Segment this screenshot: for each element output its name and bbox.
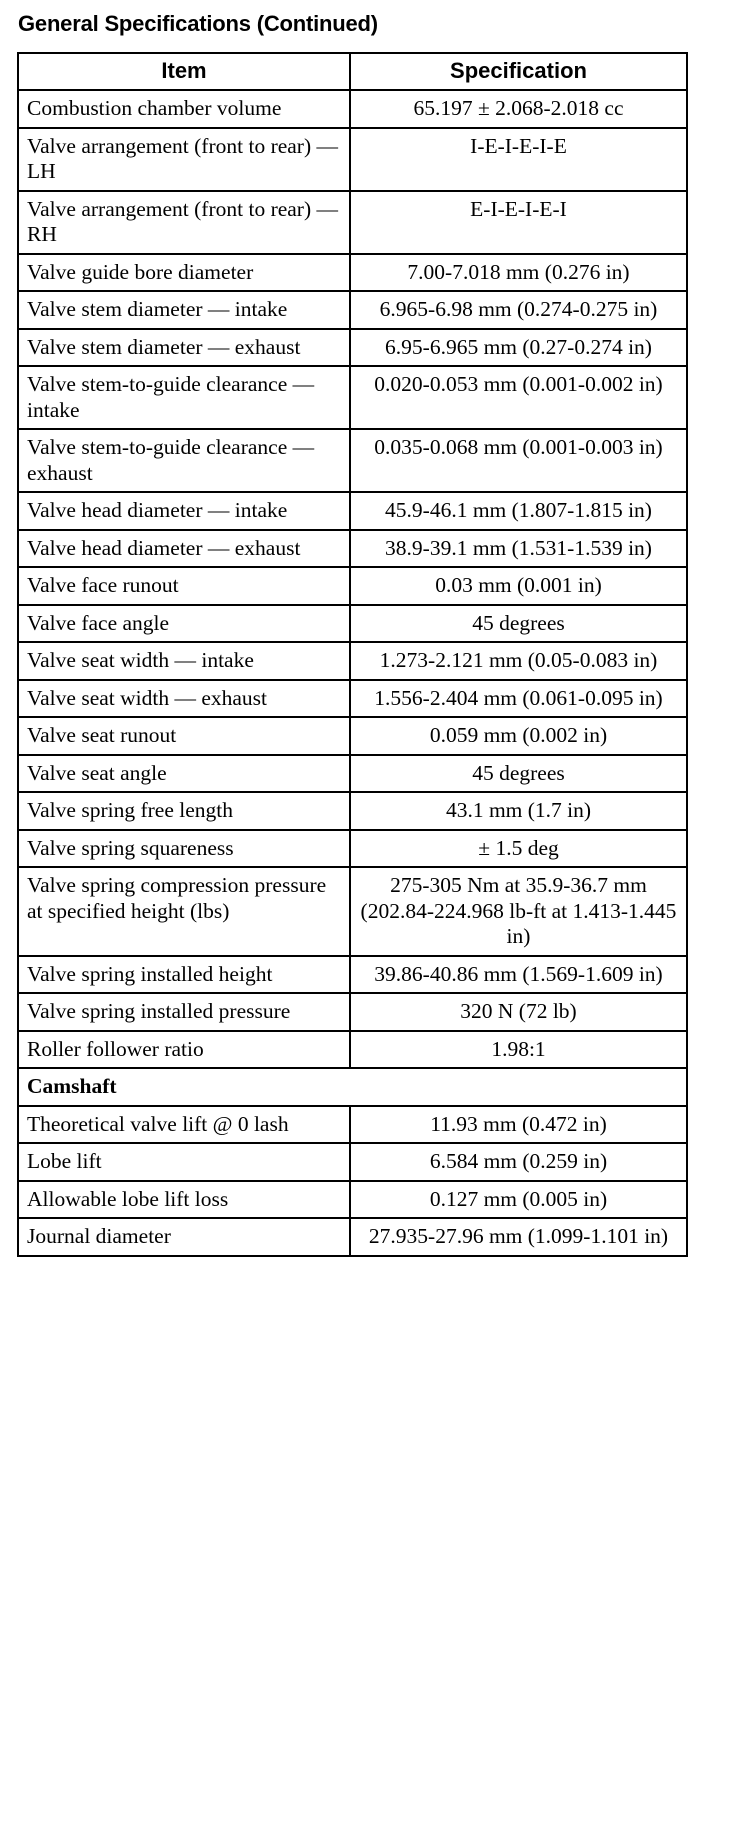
section-heading: Camshaft [18,1068,687,1106]
item-cell: Theoretical valve lift @ 0 lash [18,1106,350,1144]
item-cell: Valve face runout [18,567,350,605]
table-row [18,867,687,956]
specification-cell: 0.035-0.068 mm (0.001-0.003 in) [350,429,687,492]
specification-cell: 275-305 Nm at 35.9-36.7 mm (202.84-224.968 lb-ft at 1.413-1.445 in) [350,867,687,956]
table-row [18,128,687,191]
specification-cell: 65.197 ± 2.068-2.018 cc [350,90,687,128]
column-header-specification: Specification [350,53,687,90]
item-cell: Lobe lift [18,1143,350,1181]
table-row [18,254,687,292]
specification-cell: 6.95-6.965 mm (0.27-0.274 in) [350,329,687,367]
specification-cell: E-I-E-I-E-I [350,191,687,254]
item-cell: Valve stem-to-guide clearance — intake [18,366,350,429]
specification-cell: 1.98:1 [350,1031,687,1069]
specification-cell: 45 degrees [350,605,687,643]
table-row [18,792,687,830]
specification-cell: 6.584 mm (0.259 in) [350,1143,687,1181]
item-cell: Valve seat width — intake [18,642,350,680]
item-cell: Valve spring installed height [18,956,350,994]
specifications-table [17,52,688,1257]
specification-cell: 45.9-46.1 mm (1.807-1.815 in) [350,492,687,530]
column-header-item: Item [18,53,350,90]
table-row [18,642,687,680]
table-body [18,90,687,1256]
table-row [18,717,687,755]
specification-cell: 27.935-27.96 mm (1.099-1.101 in) [350,1218,687,1256]
specification-cell: 38.9-39.1 mm (1.531-1.539 in) [350,530,687,568]
table-row [18,492,687,530]
item-cell: Valve face angle [18,605,350,643]
table-row [18,1143,687,1181]
item-cell: Valve head diameter — exhaust [18,530,350,568]
specification-cell: 45 degrees [350,755,687,793]
table-row [18,90,687,128]
table-header-row [18,53,687,90]
table-section-row [18,1068,687,1106]
table-row [18,567,687,605]
specification-cell: 43.1 mm (1.7 in) [350,792,687,830]
table-row [18,956,687,994]
table-row [18,191,687,254]
table-row [18,291,687,329]
specification-cell: 0.020-0.053 mm (0.001-0.002 in) [350,366,687,429]
item-cell: Valve spring squareness [18,830,350,868]
item-cell: Journal diameter [18,1218,350,1256]
item-cell: Valve guide bore diameter [18,254,350,292]
table-row [18,366,687,429]
specification-cell: 0.127 mm (0.005 in) [350,1181,687,1219]
item-cell: Valve arrangement (front to rear) — RH [18,191,350,254]
item-cell: Valve arrangement (front to rear) — LH [18,128,350,191]
item-cell: Valve seat angle [18,755,350,793]
item-cell: Combustion chamber volume [18,90,350,128]
specification-cell: 6.965-6.98 mm (0.274-0.275 in) [350,291,687,329]
specification-cell: I-E-I-E-I-E [350,128,687,191]
table-row [18,830,687,868]
table-row [18,1218,687,1256]
table-row [18,755,687,793]
table-row [18,1106,687,1144]
item-cell: Valve spring free length [18,792,350,830]
item-cell: Valve spring installed pressure [18,993,350,1031]
item-cell: Valve head diameter — intake [18,492,350,530]
item-cell: Allowable lobe lift loss [18,1181,350,1219]
table-row [18,680,687,718]
table-row [18,1181,687,1219]
item-cell: Valve stem diameter — intake [18,291,350,329]
table-row [18,1031,687,1069]
table-row [18,429,687,492]
page-title: General Specifications (Continued) [18,11,378,36]
specification-cell: 1.273-2.121 mm (0.05-0.083 in) [350,642,687,680]
item-cell: Roller follower ratio [18,1031,350,1069]
specification-cell: ± 1.5 deg [350,830,687,868]
specification-cell: 0.059 mm (0.002 in) [350,717,687,755]
table-row [18,329,687,367]
item-cell: Valve spring compression pressure at specified height (lbs) [18,867,350,956]
specification-cell: 11.93 mm (0.472 in) [350,1106,687,1144]
specification-cell: 39.86-40.86 mm (1.569-1.609 in) [350,956,687,994]
item-cell: Valve seat runout [18,717,350,755]
table-row [18,605,687,643]
specification-cell: 1.556-2.404 mm (0.061-0.095 in) [350,680,687,718]
table-row [18,993,687,1031]
item-cell: Valve stem diameter — exhaust [18,329,350,367]
table-row [18,530,687,568]
item-cell: Valve seat width — exhaust [18,680,350,718]
specification-cell: 7.00-7.018 mm (0.276 in) [350,254,687,292]
specification-cell: 0.03 mm (0.001 in) [350,567,687,605]
item-cell: Valve stem-to-guide clearance — exhaust [18,429,350,492]
specification-cell: 320 N (72 lb) [350,993,687,1031]
